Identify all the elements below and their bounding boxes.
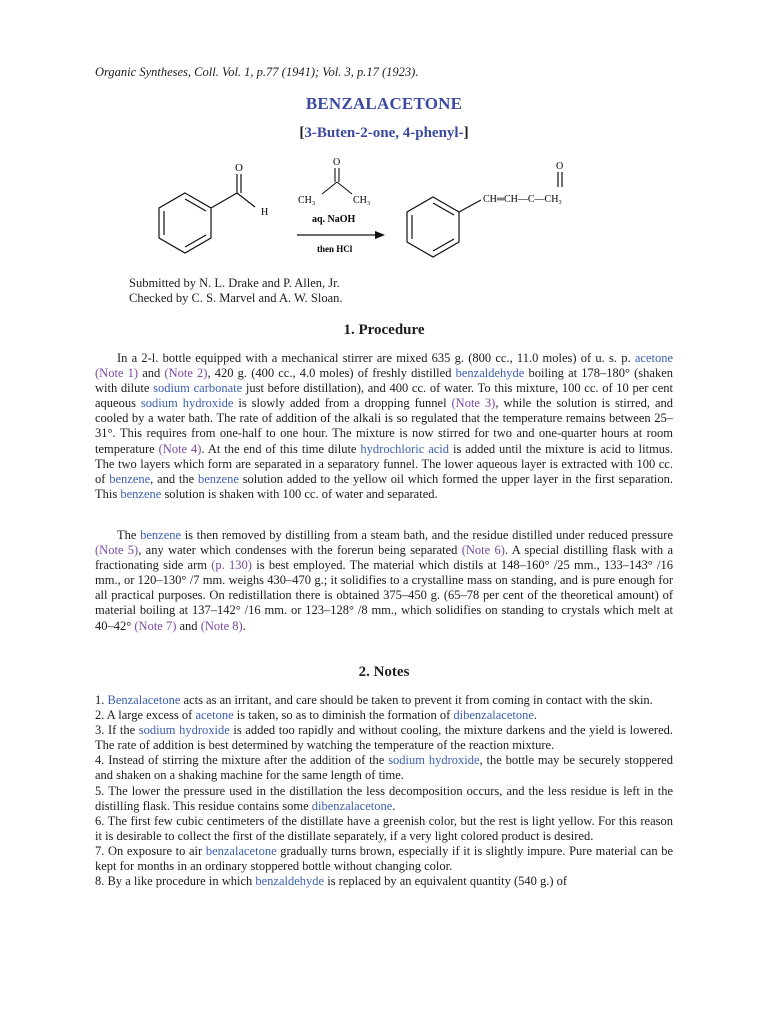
subtitle-open-bracket: [ (299, 125, 305, 141)
product-side-chain: CH═CH—C—CH₃ (483, 194, 562, 205)
text: . At the end of this time dilute (201, 441, 361, 456)
text: gradually turns brown, especially if it is slightly impure. Pure material can be kept for months in an ordinary stoppered bottle without changing color. (95, 843, 673, 874)
notes-list (95, 693, 673, 889)
note-5 (95, 784, 673, 814)
acetone-oxygen: O (333, 157, 341, 168)
citation: Organic Syntheses, Coll. Vol. 1, p.77 (1941); Vol. 3, p.17 (1923). (95, 65, 419, 79)
link-sodium-carbonate[interactable]: sodium carbonate (153, 381, 243, 396)
acetone-methyl-right: CH₃ (353, 195, 371, 206)
link-note-4[interactable]: (Note 4) (158, 441, 202, 456)
text: 3. If the (95, 723, 139, 738)
link-benzene[interactable]: benzene (197, 471, 239, 486)
text: . A special distilling flask with a fractionating side arm (95, 543, 673, 573)
text: 7. On exposure to air (95, 843, 206, 858)
text: . (533, 708, 538, 723)
text: solution added to the yellow oil which formed the upper layer in the first separation. This (95, 471, 673, 501)
aldehyde-hydrogen: H (261, 207, 269, 218)
link-note-3[interactable]: (Note 3) (451, 396, 496, 411)
text: just before distillation), and 400 cc. of water. To this mixture, 100 cc. of 10 per cent aqueous (95, 381, 673, 411)
text: is taken, so as to diminish the formation of (233, 708, 454, 723)
text: is slowly added from a dropping funnel (233, 396, 452, 411)
note-2 (95, 708, 673, 723)
link-dibenzalacetone[interactable]: dibenzalacetone (311, 798, 393, 813)
text: solution is shaken with 100 cc. of water and separated. (161, 486, 438, 501)
text: is added too rapidly and without cooling, the mixture darkens and the yield is lowered. The rate of addition is best determined by watching the temperature of the reaction mixture. (95, 723, 673, 753)
link-note-7[interactable]: (Note 7) (134, 618, 177, 633)
text: , while the solution is stirred, and cooled by a water bath. The rate of addition of the alkali is so regulated that the temperature remains between 25–31°. This requires from one-half to one hour. The mixture is now stirred for two and one-quarter hours at room temperature (95, 396, 674, 456)
link-acetone[interactable]: acetone (634, 351, 673, 365)
link-benzene[interactable]: benzene (109, 471, 151, 486)
procedure-paragraph-2 (95, 528, 673, 634)
text: acts as an irritant, and care should be taken to prevent it from coming in contact with the skin. (180, 693, 653, 707)
link-note-2[interactable]: (Note 2) (164, 366, 208, 381)
procedure-heading: 1. Procedure (343, 322, 425, 338)
text: In a 2-l. bottle equipped with a mechanical stirrer are mixed 635 g. (800 cc., 11.0 moles) of u. s. p. (117, 351, 635, 365)
text: . (242, 618, 246, 633)
text: and (176, 618, 201, 633)
subtitle-iupac-link[interactable]: 3-Buten-2-one, 4-phenyl- (304, 125, 464, 141)
text: 5. The lower the pressure used in the distillation the less decomposition occurs, and the less residue is left in the distilling flask. This residue contains some (95, 783, 673, 813)
note-1 (95, 693, 673, 708)
condition-naoh: aq. NaOH (312, 214, 356, 225)
text: 8. By a like procedure in which (95, 874, 256, 889)
note-8 (95, 874, 673, 889)
text: The (117, 528, 141, 542)
note-3 (95, 723, 673, 753)
link-benzene[interactable]: benzene (120, 486, 162, 501)
subtitle (95, 125, 673, 142)
credits (129, 276, 343, 306)
acetone-methyl-left: CH₃ (298, 195, 316, 206)
text: boiling at 178–180° (shaken with dilute (95, 366, 674, 396)
procedure-paragraph-1 (95, 351, 673, 502)
link-acetone[interactable]: acetone (195, 708, 234, 723)
link-page-130[interactable]: (p. 130) (211, 558, 252, 573)
reaction-arrow (297, 231, 385, 239)
reaction-scheme (95, 150, 673, 275)
text: 1. (95, 693, 108, 707)
note-6 (95, 814, 673, 844)
link-hydrochloric-acid[interactable]: hydrochloric acid (360, 441, 450, 456)
text: . (392, 798, 396, 813)
link-sodium-hydroxide[interactable]: sodium hydroxide (138, 723, 230, 738)
aldehyde-oxygen: O (235, 162, 243, 174)
link-note-1[interactable]: (Note 1) (95, 366, 139, 381)
link-dibenzalacetone[interactable]: dibenzalacetone (453, 708, 534, 723)
benzalacetone-structure (407, 172, 562, 257)
text: , the bottle may be securely stoppered and shaken on a shaking machine for the same length of time. (95, 753, 673, 783)
benzaldehyde-structure (159, 174, 255, 253)
link-note-6[interactable]: (Note 6) (461, 543, 505, 558)
text: , and the (150, 471, 198, 486)
link-note-8[interactable]: (Note 8) (200, 618, 243, 633)
page-title: BENZALACETONE (305, 94, 463, 113)
link-benzalacetone[interactable]: benzalacetone (205, 843, 277, 858)
notes-heading: 2. Notes (358, 664, 410, 680)
condition-hcl: then HCl (317, 244, 353, 254)
text: and (138, 366, 165, 381)
text: 4. Instead of stirring the mixture after the addition of the (95, 753, 389, 768)
text: is added until the mixture is acid to litmus. The two layers which form are separated in a separatory funnel. The lower aqueous layer is extracted with 100 cc. of (95, 441, 674, 486)
subtitle-close-bracket: ] (463, 125, 469, 141)
link-benzalacetone[interactable]: Benzalacetone (107, 693, 181, 707)
text: , 420 g. (400 cc., 4.0 moles) of freshly distilled (207, 366, 456, 381)
link-sodium-hydroxide[interactable]: sodium hydroxide (140, 396, 234, 411)
link-note-5[interactable]: (Note 5) (95, 543, 139, 558)
text: is best employed. The material which distils at 148–160° /25 mm., 133–143° /16 mm., or 120–130° /7 mm. weighs 430–470 g.; it solidifies to a crystalline mass on standing, and is pure enough for all practical purposes. On redistillation there is obtained 375–450 g. (65–78 per cent of the theoretical amount) of material boiling at 137–142° /16 mm. or 123–128° /8 mm., which solidifies on standing to crystals which melt at 40–42° (95, 558, 674, 633)
link-benzene[interactable]: benzene (140, 528, 182, 542)
text: is replaced by an equivalent quantity (540 g.) of (324, 874, 568, 889)
product-oxygen: O (556, 161, 564, 172)
submitted-by: Submitted by N. L. Drake and P. Allen, Jr. (129, 276, 340, 290)
note-4 (95, 753, 673, 783)
link-benzaldehyde[interactable]: benzaldehyde (455, 366, 525, 381)
text: 6. The first few cubic centimeters of the distillate have a greenish color, but the rest is light yellow. For this reason it is desirable to collect the first of the distillate separately, if a very light colored product is desired. (95, 813, 673, 843)
link-benzaldehyde[interactable]: benzaldehyde (255, 874, 325, 889)
text: , any water which condenses with the forerun being separated (138, 543, 462, 558)
link-sodium-hydroxide[interactable]: sodium hydroxide (388, 753, 480, 768)
acetone-structure (322, 168, 352, 194)
text: is then removed by distilling from a steam bath, and the residue distilled under reduced pressure (181, 528, 673, 542)
note-7 (95, 844, 673, 874)
text: 2. A large excess of (95, 708, 196, 723)
checked-by: Checked by C. S. Marvel and A. W. Sloan. (129, 291, 343, 305)
